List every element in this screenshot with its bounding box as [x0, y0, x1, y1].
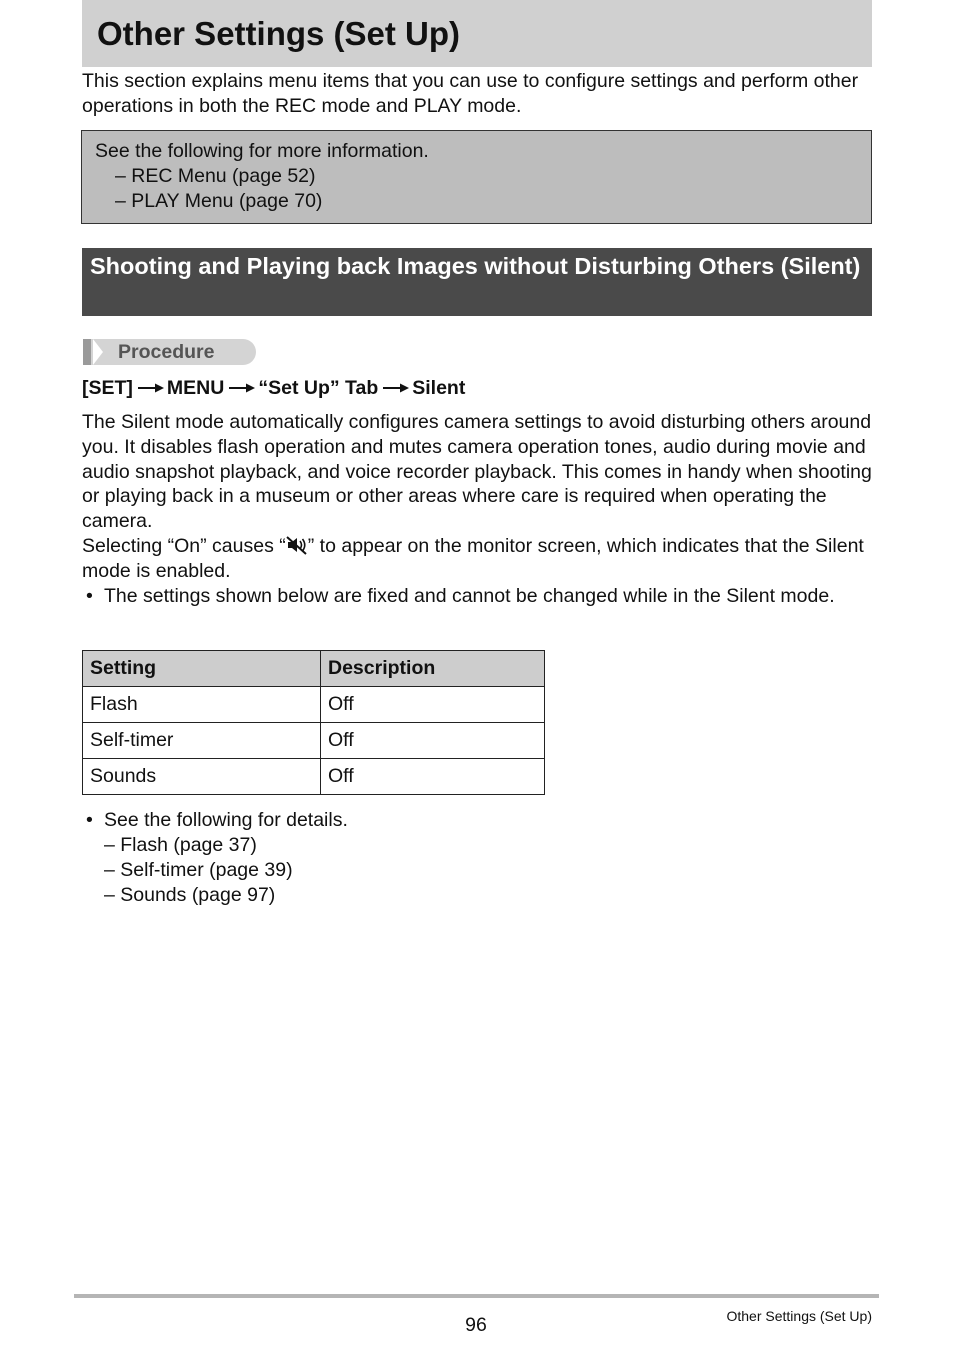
silent-description: The Silent mode automatically configures camera settings to avoid disturbing others around you. It disables flash operation and mutes camera operation tones, audio during movie and audio snapshot playback, and voice recorder playback. This comes in handy when shooting or playing back in a museum or other areas where care is required when operating the camera.	[82, 411, 872, 533]
bullet-details	[82, 808, 872, 833]
mute-icon	[286, 535, 308, 555]
info-box	[81, 130, 872, 224]
table-row	[83, 687, 545, 723]
bullet-fixed-settings-text: The settings shown below are fixed and cannot be changed while in the Silent mode.	[104, 584, 835, 607]
details-section	[82, 808, 872, 908]
section-body	[82, 410, 872, 608]
footer-section-title: Other Settings (Set Up)	[726, 1308, 872, 1324]
arrow-right-icon	[224, 375, 258, 401]
table-cell-setting: Flash	[83, 687, 321, 723]
fixed-settings-table	[82, 650, 545, 795]
procedure-badge	[83, 339, 256, 365]
table-cell-description: Off	[321, 687, 545, 723]
section-heading: Shooting and Playing back Images without Disturbing Others (Silent)	[82, 248, 872, 316]
intro-text: This section explains menu items that you can use to configure settings and perform other operations in both the REC mode and PLAY mode.	[82, 70, 859, 117]
info-link-play-menu[interactable]: – PLAY Menu (page 70)	[115, 190, 323, 212]
bullet-details-text: See the following for details.	[104, 809, 348, 831]
table-cell-setting: Self-timer	[83, 723, 321, 759]
table-cell-setting: Sounds	[83, 759, 321, 795]
arrow-right-icon	[133, 375, 167, 401]
menu-path	[82, 375, 465, 401]
bullet-dot: •	[86, 584, 93, 607]
table-row	[83, 723, 545, 759]
bullet-dot: •	[86, 809, 93, 831]
menu-path-step-setup-tab: “Set Up” Tab	[258, 377, 379, 399]
menu-path-step-silent: Silent	[412, 377, 466, 399]
details-link-self-timer[interactable]: – Self-timer (page 39)	[104, 859, 293, 881]
page-title: Other Settings (Set Up)	[82, 0, 872, 67]
details-link-sounds[interactable]: – Sounds (page 97)	[104, 884, 276, 906]
arrow-right-icon	[378, 375, 412, 401]
table-header-description: Description	[321, 651, 545, 687]
chevron-right-icon	[93, 339, 103, 365]
menu-path-step-menu: MENU	[166, 377, 225, 399]
table-cell-description: Off	[321, 759, 545, 795]
indicator-note-start: Selecting “On” causes “	[82, 534, 286, 557]
menu-path-step-set: [SET]	[82, 377, 133, 399]
bullet-fixed-settings	[82, 584, 872, 609]
footer-divider	[74, 1294, 879, 1298]
indicator-note-end: ” to appear on the monitor screen, which indicates that the Silent mode is enabled.	[82, 534, 864, 582]
procedure-badge-stripe	[83, 339, 91, 365]
page-number: 96	[465, 1314, 487, 1336]
procedure-label: Procedure	[118, 341, 215, 363]
details-link-flash[interactable]: – Flash (page 37)	[104, 834, 257, 856]
table-row	[83, 759, 545, 795]
info-link-rec-menu[interactable]: – REC Menu (page 52)	[115, 165, 316, 187]
silent-indicator-note	[82, 534, 872, 584]
table-header-row	[83, 651, 545, 687]
info-box-lead: See the following for more information.	[95, 140, 429, 162]
table-cell-description: Off	[321, 723, 545, 759]
table-header-setting: Setting	[83, 651, 321, 687]
